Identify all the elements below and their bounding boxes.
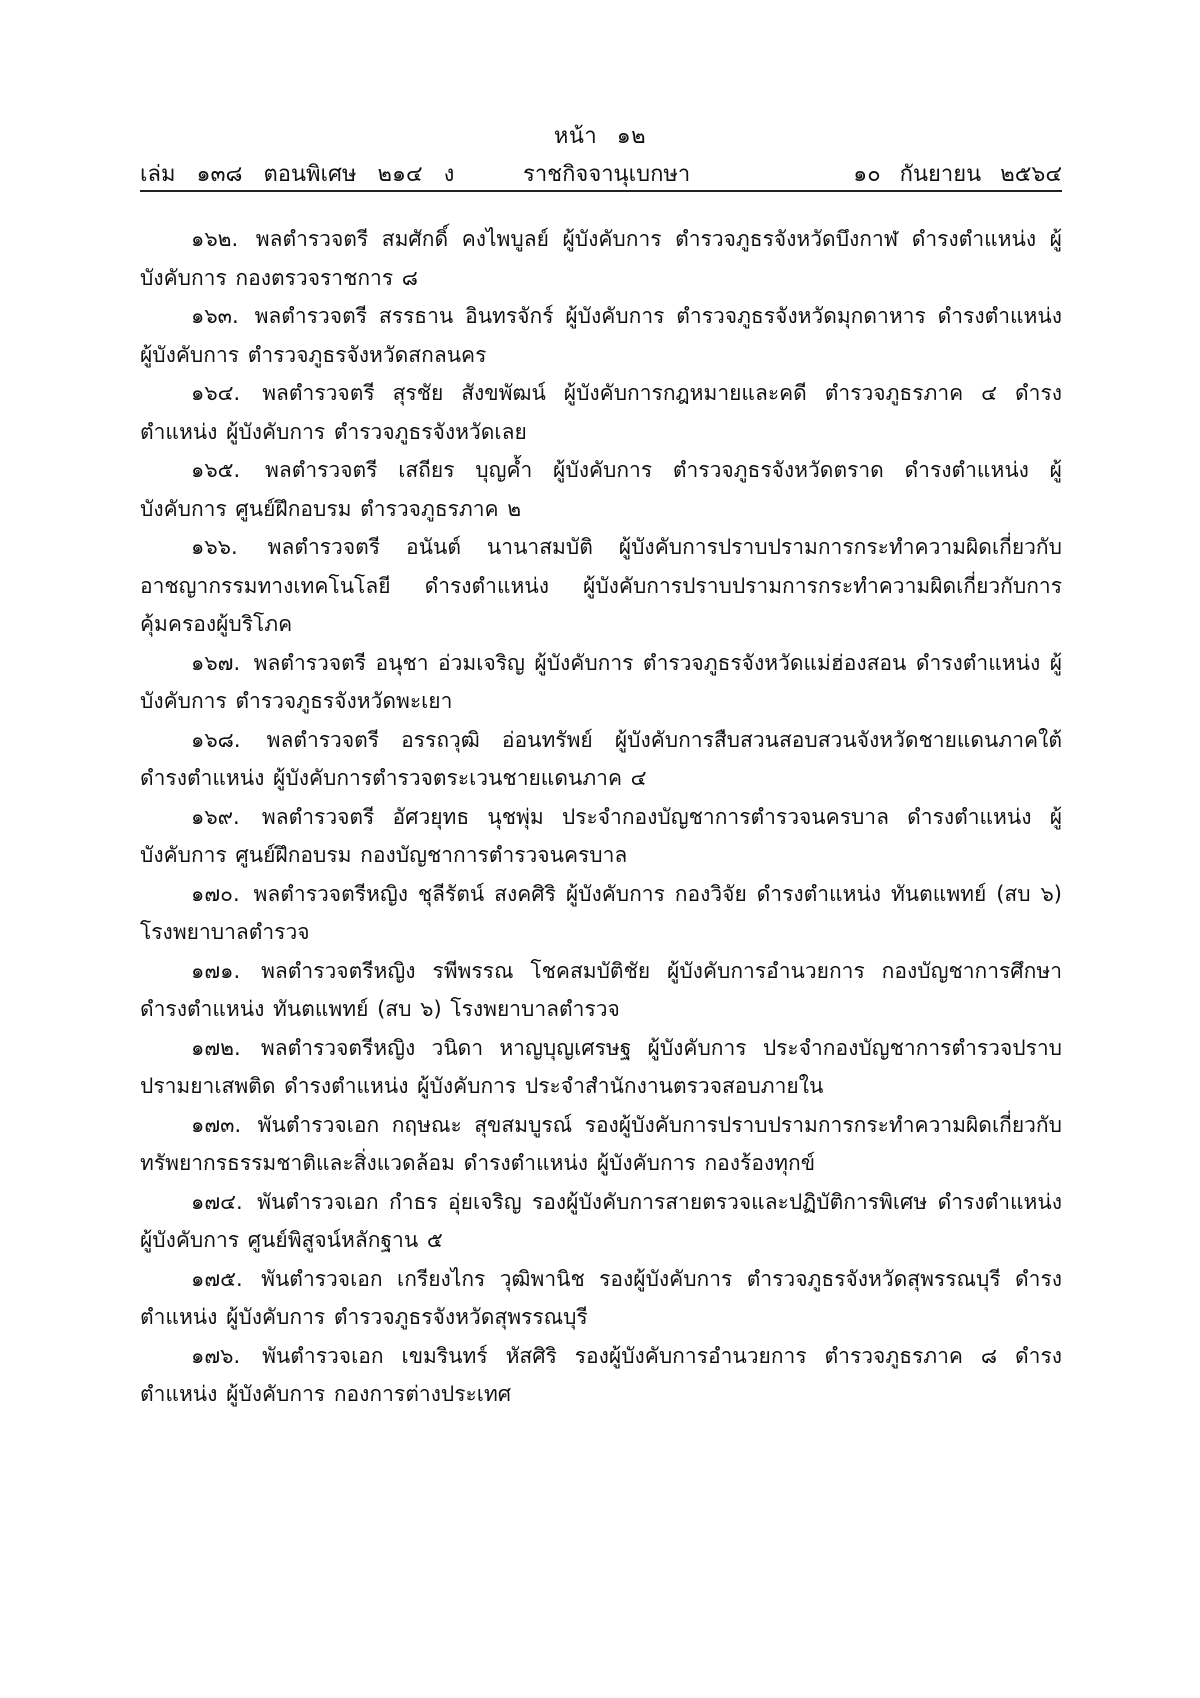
page-number-value: ๑๒ bbox=[616, 124, 647, 149]
appointment-list bbox=[140, 220, 1062, 1414]
volume-info bbox=[140, 156, 468, 191]
item-number: ๑๗๐. bbox=[191, 881, 240, 906]
section-suffix: ง bbox=[443, 162, 455, 187]
item-text: พันตำรวจเอก เขมรินทร์ หัสศิริ รองผู้บังคับการอำนวยการ ตำรวจภูธรภาค ๘ ดำรงตำแหน่ง ผู้บังคับการ กองการต่างประเทศ bbox=[140, 1343, 1062, 1406]
volume-number: ๑๓๘ bbox=[196, 162, 243, 187]
item-number: ๑๖๒. bbox=[191, 227, 239, 251]
list-item bbox=[140, 1260, 1062, 1337]
item-text: พลตำรวจตรี อนุชา อ่วมเจริญ ผู้บังคับการ ตำรวจภูธรจังหวัดแม่ฮ่องสอน ดำรงตำแหน่ง ผู้บังคับการ ตำรวจภูธรจังหวัดพะเยา bbox=[140, 650, 1062, 713]
item-text: พันตำรวจเอก กฤษณะ สุขสมบูรณ์ รองผู้บังคับการปราบปรามการกระทำความผิดเกี่ยวกับทรัพยากรธรรมชาติและสิ่งแวดล้อม ดำรงตำแหน่ง ผู้บังคับการ กองร้องทุกข์ bbox=[140, 1112, 1062, 1175]
item-number: ๑๖๙. bbox=[191, 804, 240, 829]
item-text: พลตำรวจตรีหญิง ชุลีรัตน์ สงคศิริ ผู้บังคับการ กองวิจัย ดำรงตำแหน่ง ทันตแพทย์ (สบ ๖) โรงพยาบาลตำรวจ bbox=[140, 881, 1062, 944]
publication-title: ราชกิจจานุเบกษา bbox=[523, 162, 691, 187]
item-text: พลตำรวจตรี สรรธาน อินทรจักร์ ผู้บังคับการ ตำรวจภูธรจังหวัดมุกดาหาร ดำรงตำแหน่ง ผู้บังคับการ ตำรวจภูธรจังหวัดสกลนคร bbox=[140, 304, 1062, 367]
list-item bbox=[140, 374, 1062, 451]
item-number: ๑๖๗. bbox=[191, 650, 241, 675]
list-item bbox=[140, 1029, 1062, 1106]
date-year: ๒๕๖๔ bbox=[1000, 162, 1062, 187]
item-text: พันตำรวจเอก กำธร อุ่ยเจริญ รองผู้บังคับการสายตรวจและปฏิบัติการพิเศษ ดำรงตำแหน่ง ผู้บังคับการ ศูนย์พิสูจน์หลักฐาน ๕ bbox=[140, 1189, 1063, 1252]
item-text: พลตำรวจตรี อรรถวุฒิ อ่อนทรัพย์ ผู้บังคับการสืบสวนสอบสวนจังหวัดชายแดนภาคใต้ ดำรงตำแหน่ง ผู้บังคับการตำรวจตระเวนชายแดนภาค ๔ bbox=[140, 727, 1062, 790]
gazette-header bbox=[140, 156, 1062, 192]
section-label: ตอนพิเศษ bbox=[263, 162, 357, 187]
item-number: ๑๗๔. bbox=[191, 1189, 243, 1214]
list-item bbox=[140, 220, 1062, 297]
list-item bbox=[140, 1106, 1062, 1183]
list-item bbox=[140, 952, 1062, 1029]
item-text: พลตำรวจตรี อัศวยุทธ นุชพุ่ม ประจำกองบัญชาการตำรวจนครบาล ดำรงตำแหน่ง ผู้บังคับการ ศูนย์ฝึกอบรม กองบัญชาการตำรวจนครบาล bbox=[140, 804, 1062, 867]
item-text: พลตำรวจตรี สุรชัย สังขพัฒน์ ผู้บังคับการกฎหมายและคดี ตำรวจภูธรภาค ๔ ดำรงตำแหน่ง ผู้บังคับการ ตำรวจภูธรจังหวัดเลย bbox=[140, 381, 1062, 444]
list-item bbox=[140, 1183, 1062, 1260]
item-text: พลตำรวจตรี เสถียร บุญค้ำ ผู้บังคับการ ตำรวจภูธรจังหวัดตราด ดำรงตำแหน่ง ผู้บังคับการ ศูนย์ฝึกอบรม ตำรวจภูธรภาค ๒ bbox=[140, 458, 1062, 521]
date-day: ๑๐ bbox=[853, 162, 881, 187]
list-item bbox=[140, 644, 1062, 721]
list-item bbox=[140, 451, 1062, 528]
item-number: ๑๗๒. bbox=[191, 1035, 241, 1060]
publication-date bbox=[853, 156, 1062, 191]
item-number: ๑๗๑. bbox=[191, 958, 241, 983]
item-number: ๑๖๕. bbox=[191, 458, 241, 482]
item-number: ๑๗๕. bbox=[191, 1266, 243, 1291]
item-text: พลตำรวจตรีหญิง วนิดา หาญบุญเศรษฐ ผู้บังคับการ ประจำกองบัญชาการตำรวจปราบปรามยาเสพติด ดำรงตำแหน่ง ผู้บังคับการ ประจำสำนักงานตรวจสอบภายใน bbox=[140, 1035, 1062, 1098]
page-number bbox=[0, 118, 1200, 153]
item-number: ๑๗๓. bbox=[191, 1112, 242, 1137]
item-number: ๑๖๖. bbox=[191, 535, 238, 559]
item-text: พลตำรวจตรี สมศักดิ์ คงไพบูลย์ ผู้บังคับการ ตำรวจภูธรจังหวัดบึงกาฬ ดำรงตำแหน่ง ผู้บังคับการ กองตรวจราชการ ๘ bbox=[140, 227, 1062, 290]
volume-label: เล่ม bbox=[140, 162, 176, 187]
section-number: ๒๑๔ bbox=[377, 162, 423, 187]
item-text: พันตำรวจเอก เกรียงไกร วุฒิพานิช รองผู้บังคับการ ตำรวจภูธรจังหวัดสุพรรณบุรี ดำรงตำแหน่ง ผู้บังคับการ ตำรวจภูธรจังหวัดสุพรรณบุรี bbox=[140, 1266, 1062, 1329]
list-item bbox=[140, 528, 1062, 644]
item-number: ๑๖๘. bbox=[191, 727, 241, 752]
list-item bbox=[140, 297, 1062, 374]
list-item bbox=[140, 721, 1062, 798]
list-item bbox=[140, 875, 1062, 952]
list-item bbox=[140, 1337, 1062, 1414]
item-number: ๑๖๓. bbox=[191, 304, 239, 328]
date-month: กันยายน bbox=[899, 162, 982, 187]
item-text: พลตำรวจตรีหญิง รพีพรรณ โชคสมบัติชัย ผู้บังคับการอำนวยการ กองบัญชาการศึกษา ดำรงตำแหน่ง ทันตแพทย์ (สบ ๖) โรงพยาบาลตำรวจ bbox=[140, 958, 1062, 1021]
page-label: หน้า bbox=[553, 124, 598, 149]
item-number: ๑๖๔. bbox=[191, 381, 241, 405]
list-item bbox=[140, 798, 1062, 875]
item-text: พลตำรวจตรี อนันต์ นานาสมบัติ ผู้บังคับการปราบปรามการกระทำความผิดเกี่ยวกับอาชญากรรมทางเทคโนโลยี ดำรงตำแหน่ง ผู้บังคับการปราบปรามการกระทำความผิดเกี่ยวกับการคุ้มครองผู้บริโภค bbox=[140, 535, 1062, 636]
item-number: ๑๗๖. bbox=[191, 1343, 241, 1368]
